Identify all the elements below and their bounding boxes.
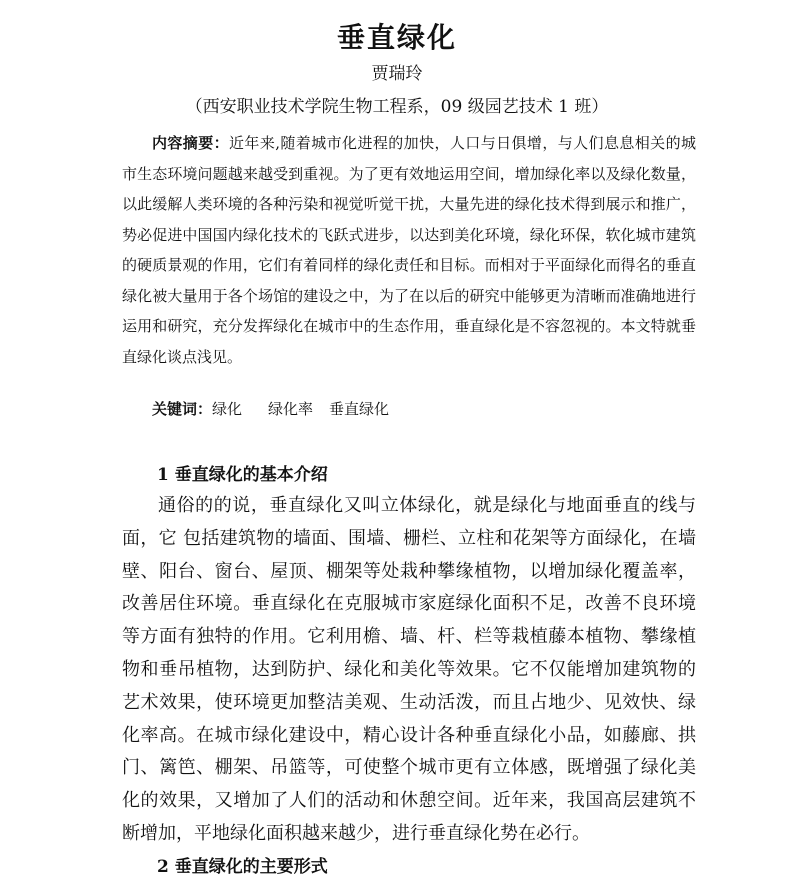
- author-name: 贾瑞玲: [371, 64, 423, 84]
- abstract-text: 近年来,随着城市化进程的加快，人口与日俱增，与人们息息相关的城市生态环境问题越来越受到重视。为了更有效地运用空间，增加绿化率以及绿化数量，以此缓解人类环境的各种污染和视觉听觉干扰，大量先进的绿化技术得到展示和推广，势必促进中国国内绿化技术的飞跃式进步，以达到美化环境，绿化环保，软化城市建筑的硬质景观的作用，它们有着同样的绿化责任和目标。而相对于平面绿化而得名的垂直绿化被大量用于各个场馆的建设之中，为了在以后的研究中能够更为清晰而准确地进行运用和研究，充分发挥绿化在城市中的生态作用，垂直绿化是不容忽视的。本文特就垂直绿化谈点浅见。: [122, 134, 696, 366]
- keywords-label: 关键词：: [152, 400, 213, 418]
- abstract-paragraph: [122, 128, 696, 372]
- section-heading: 1 垂直绿化的基本介绍: [157, 465, 328, 485]
- keyword-item: 绿化: [212, 400, 243, 418]
- keyword-item: 绿化率: [268, 400, 314, 418]
- author-affiliation: （西安职业技术学院生物工程系，09 级园艺技术 1 班）: [185, 97, 609, 117]
- keyword-item: 垂直绿化: [329, 400, 390, 418]
- paper-title: 垂直绿化: [336, 21, 457, 54]
- section-heading: 2 垂直绿化的主要形式: [157, 857, 328, 876]
- keywords-line: [152, 396, 389, 422]
- abstract-label: 内容摘要：: [152, 134, 230, 152]
- section-body-text: 通俗的的说，垂直绿化又叫立体绿化，就是绿化与地面垂直的线与面，它 包括建筑物的墙面、围墙、栅栏、立柱和花架等方面绿化，在墙壁、阳台、窗台、屋顶、棚架等处栽种攀缘植物，以增加绿化覆盖率，改善居住环境。垂直绿化在克服城市家庭绿化面积不足，改善不良环境等方面有独特的作用。它利用檐、墙、杆、栏等栽植藤本植物、攀缘植物和垂吊植物，达到防护、绿化和美化等效果。它不仅能增加建筑物的艺术效果，使环境更加整洁美观、生动活泼，而且占地少、见效快、绿化率高。在城市绿化建设中，精心设计各种垂直绿化小品，如藤廊、拱门、篱笆、棚架、吊篮等，可使整个城市更有立体感，既增强了绿化美化的效果，又增加了人们的活动和休憩空间。近年来，我国高层建筑不断增加，平地绿化面积越来越少，进行垂直绿化势在必行。: [122, 495, 696, 844]
